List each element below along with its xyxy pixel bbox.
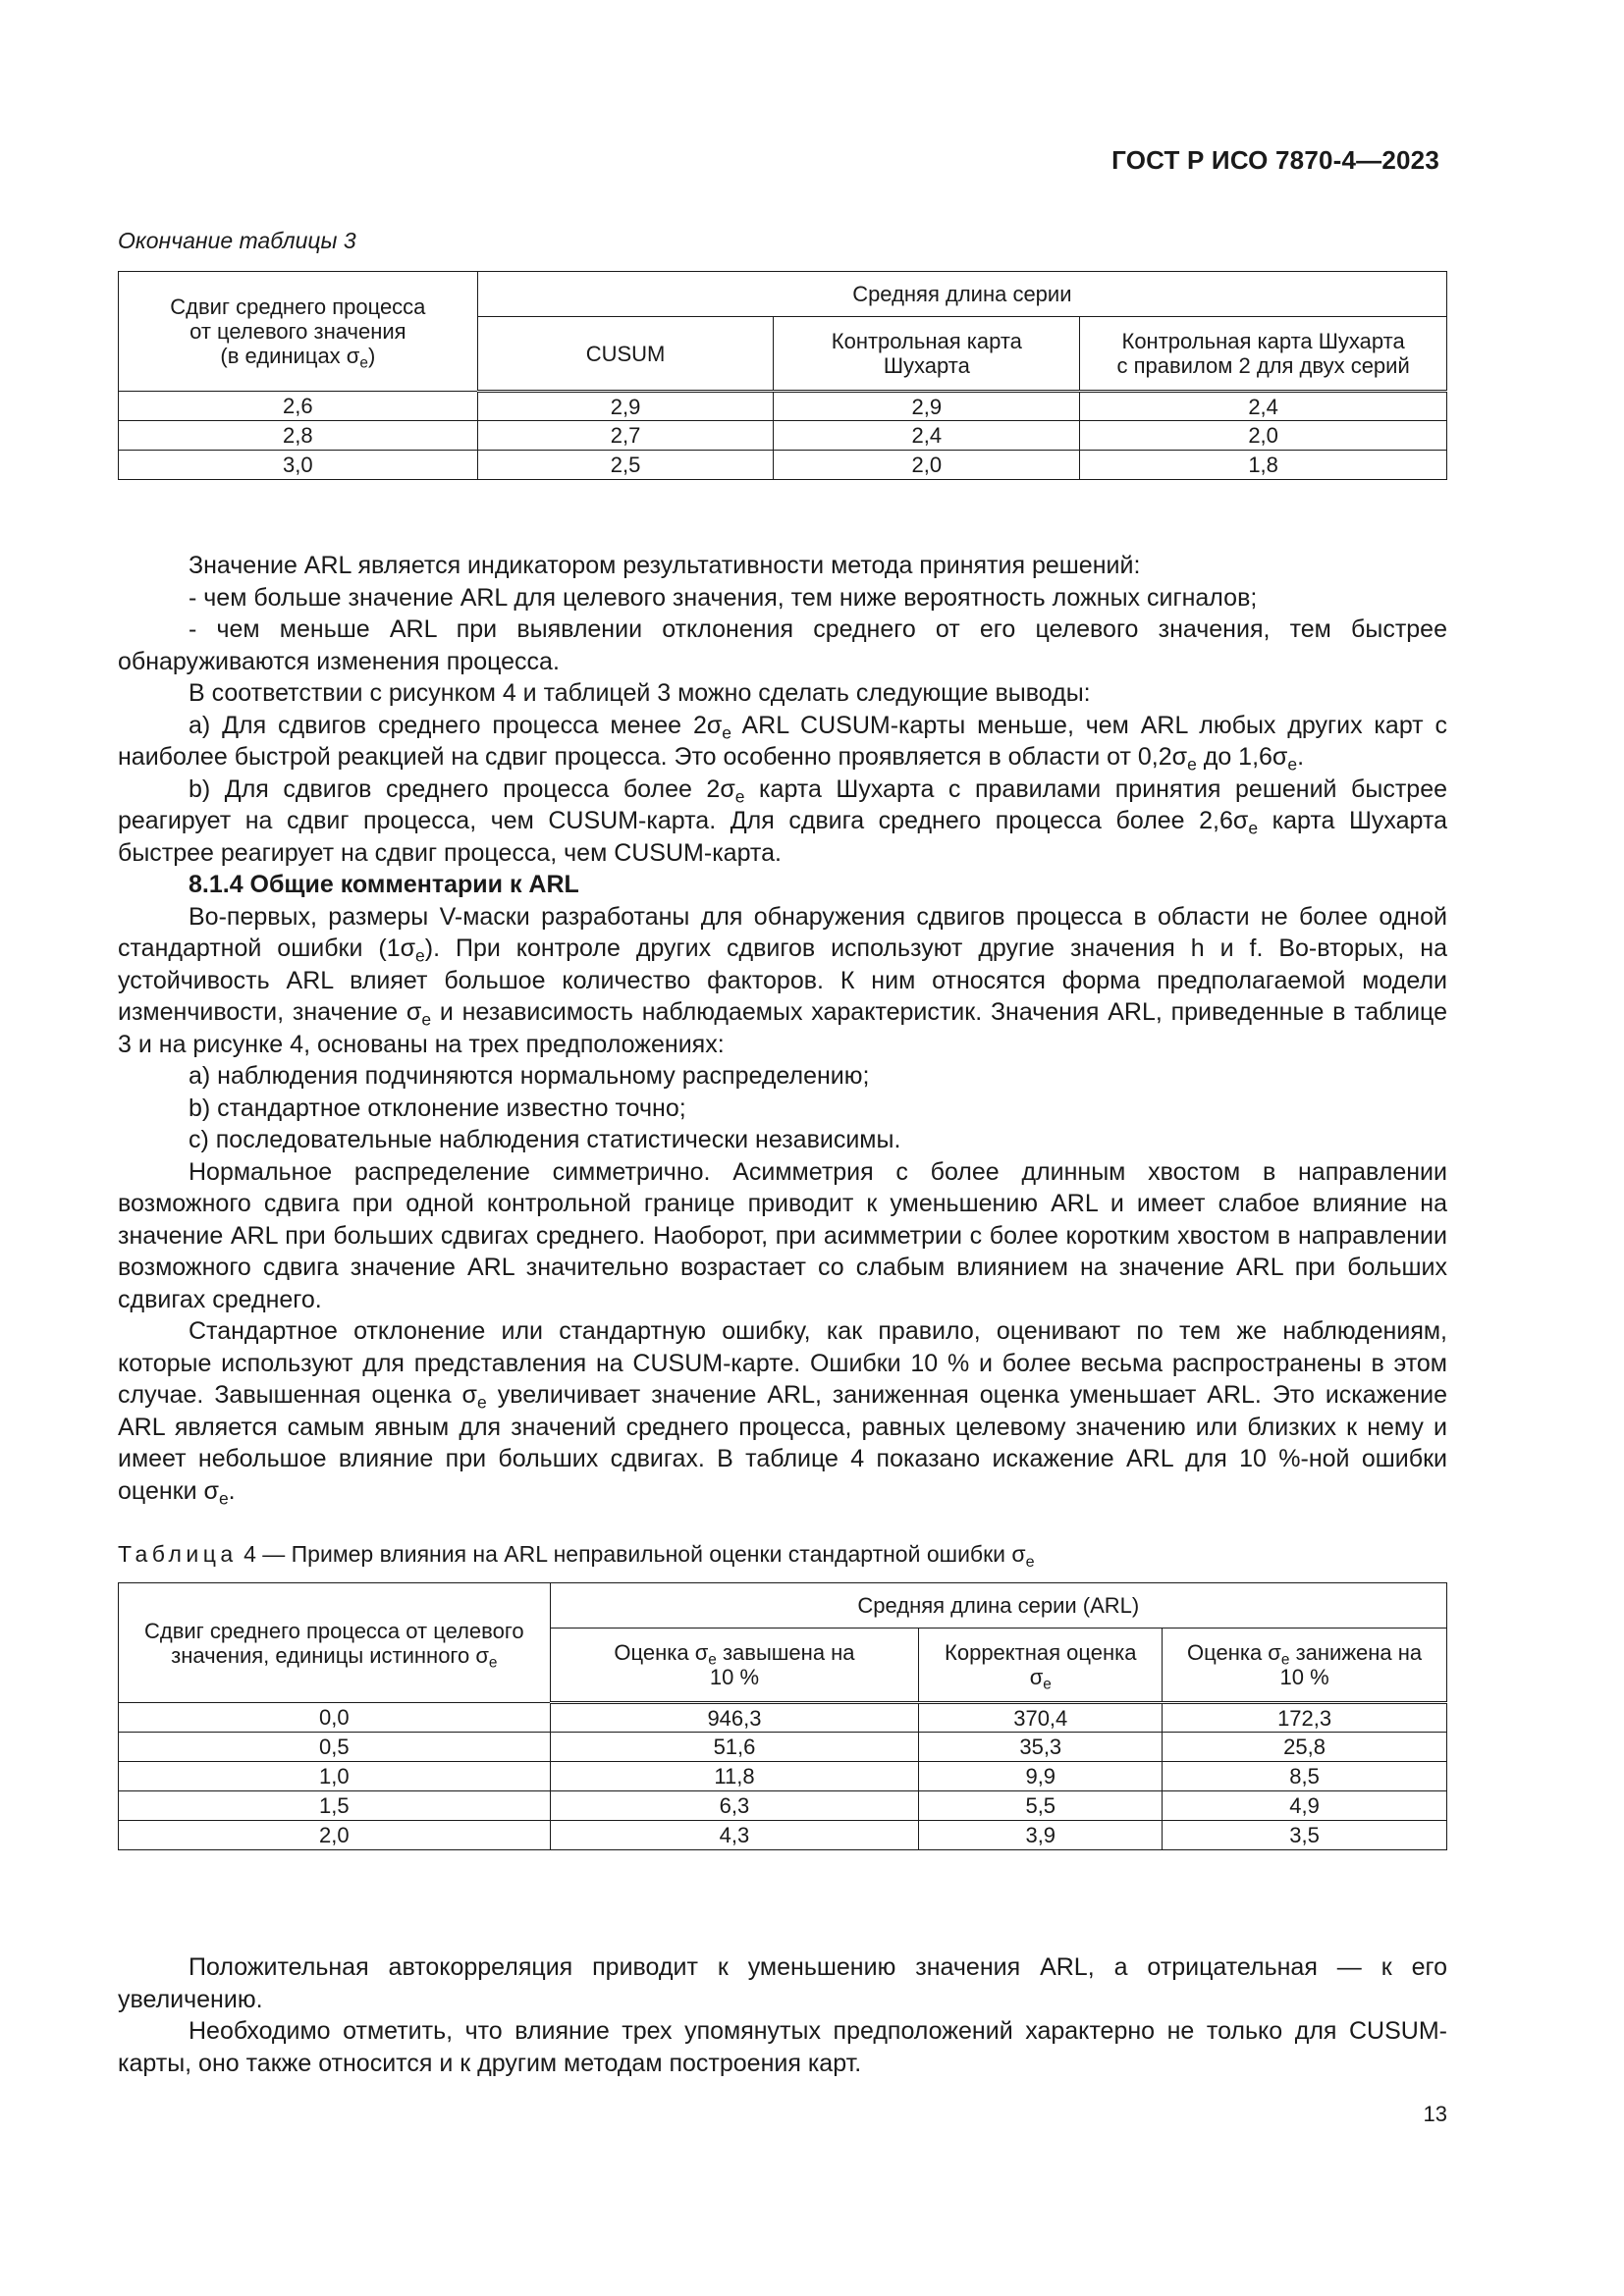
paragraph: Значение ARL является индикатором результативности метода принятия решений: bbox=[189, 552, 1141, 579]
table-row bbox=[119, 1821, 1447, 1850]
table-cell: 4,9 bbox=[1163, 1791, 1447, 1821]
table-row bbox=[119, 1733, 1447, 1762]
paragraph: c) последовательные наблюдения статистически независимы. bbox=[189, 1126, 901, 1153]
table-cell: 2,9 bbox=[774, 392, 1080, 421]
table-cell: 2,8 bbox=[119, 421, 478, 451]
table-cell: 1,5 bbox=[119, 1791, 551, 1821]
table-row bbox=[119, 1703, 1447, 1733]
t3-header-shift: Сдвиг среднего процесса от целевого значения (в единицах $\sigma_e$) bbox=[119, 272, 478, 392]
table-cell: 1,0 bbox=[119, 1762, 551, 1791]
t4-subheader-underestimated: Оценка $\sigma_e$ занижена на 10 % bbox=[1163, 1629, 1447, 1703]
table-row bbox=[119, 392, 1447, 421]
table-cell: 11,8 bbox=[550, 1762, 919, 1791]
table-3 bbox=[118, 271, 1447, 480]
table-cell: 0,5 bbox=[119, 1733, 551, 1762]
paragraph: b) стандартное отклонение известно точно; bbox=[189, 1094, 686, 1122]
body-text-1 bbox=[118, 550, 1447, 1507]
table-cell: 2,0 bbox=[774, 451, 1080, 480]
t3-header-arl: Средняя длина серии bbox=[477, 272, 1446, 317]
table-row bbox=[119, 1762, 1447, 1791]
t3-subheader-shewhart-rule2: Контрольная карта Шухарта с правилом 2 для двух серий bbox=[1080, 317, 1447, 392]
table-cell: 2,9 bbox=[477, 392, 774, 421]
table-cell: 0,0 bbox=[119, 1703, 551, 1733]
table-cell: 946,3 bbox=[550, 1703, 919, 1733]
table-cell: 2,7 bbox=[477, 421, 774, 451]
table-cell: 3,5 bbox=[1163, 1821, 1447, 1850]
table-row bbox=[119, 451, 1447, 480]
t4-header-shift: Сдвиг среднего процесса от целевого значения, единицы истинного $\sigma_e$ bbox=[119, 1583, 551, 1703]
table-cell: 2,5 bbox=[477, 451, 774, 480]
table-cell: 6,3 bbox=[550, 1791, 919, 1821]
table-cell: 2,0 bbox=[1080, 421, 1447, 451]
paragraph: - чем больше значение ARL для целевого значения, тем ниже вероятность ложных сигналов; bbox=[189, 583, 1258, 612]
table-cell: 2,4 bbox=[774, 421, 1080, 451]
paragraph: Нормальное распределение симметрично. Асимметрия с более длинным хвостом в направлении возможного сдвига при одной контрольной границе приводит к уменьшению ARL и имеет слабое влияние на значение ARL при больших сдвигах среднего. Наоборот, при асимметрии с более коротким хвостом в направлении возможного сдвига значение ARL значительно возрастает со слабым влиянием на значение ARL при больших сдвигах среднего. bbox=[118, 1157, 1447, 1313]
paragraph: a) наблюдения подчиняются нормальному распределению; bbox=[189, 1062, 870, 1090]
table3-caption: Окончание таблицы 3 bbox=[118, 228, 356, 253]
table-cell: 1,8 bbox=[1080, 451, 1447, 480]
t3-subheader-shewhart: Контрольная карта Шухарта bbox=[774, 317, 1080, 392]
table-cell: 4,3 bbox=[550, 1821, 919, 1850]
table-cell: 3,0 bbox=[119, 451, 478, 480]
page-number: 13 bbox=[1423, 2102, 1447, 2126]
table-row bbox=[119, 1791, 1447, 1821]
table-cell: 370,4 bbox=[919, 1703, 1163, 1733]
table-cell: 35,3 bbox=[919, 1733, 1163, 1762]
table-cell: 172,3 bbox=[1163, 1703, 1447, 1733]
table-cell: 9,9 bbox=[919, 1762, 1163, 1791]
table-cell: 2,0 bbox=[119, 1821, 551, 1850]
table-cell: 3,9 bbox=[919, 1821, 1163, 1850]
paragraph: a) Для сдвигов среднего процесса менее $2\sigma_e$ ARL CUSUM-карты меньше, чем ARL любых других карт с наиболее быстрой реакцией на сдвиг процесса. Это особенно проявляется в области от $0,2\sigma_e$ до $1,6\sigma_e$. bbox=[118, 711, 1447, 774]
t4-subheader-correct: Корректная оценка $\sigma_e$ bbox=[919, 1629, 1163, 1703]
table4-caption: Таблица 4 — Пример влияния на ARL неправильной оценки стандартной ошибки $\sigma_e$ bbox=[118, 1541, 1035, 1571]
table-cell: 2,4 bbox=[1080, 392, 1447, 421]
paragraph: Положительная автокорреляция приводит к уменьшению значения ARL, а отрицательная — к его увеличению. bbox=[118, 1953, 1447, 2013]
t4-body bbox=[119, 1703, 1447, 1850]
section-heading: 8.1.4 Общие комментарии к ARL bbox=[189, 871, 579, 898]
table-4 bbox=[118, 1582, 1447, 1850]
t3-body bbox=[119, 392, 1447, 480]
paragraph: - чем меньше ARL при выявлении отклонения среднего от его целевого значения, тем быстрее обнаруживаются изменения процесса. bbox=[118, 615, 1447, 675]
t4-subheader-overestimated: Оценка $\sigma_e$ завышена на 10 % bbox=[550, 1629, 919, 1703]
body-text-2 bbox=[118, 1951, 1447, 2079]
paragraph: Необходимо отметить, что влияние трех упомянутых предположений характерно не только для CUSUM-карты, оно также относится и к другим методам построения карт. bbox=[118, 2017, 1447, 2077]
table-cell: 51,6 bbox=[550, 1733, 919, 1762]
t3-subheader-cusum: CUSUM bbox=[477, 317, 774, 392]
paragraph: Во-первых, размеры V-маски разработаны для обнаружения сдвигов процесса в области не более одной стандартной ошибки $(1\sigma_e)$. При контроле других сдвигов используют другие значения h и f. Во-вторых, на устойчивость ARL влияет большое количество факторов. К ним относятся форма предполагаемой модели изменчивости, значение $\sigma_e$ и независимость наблюдаемых характеристик. Значения ARL, приведенные в таблице 3 и на рисунке 4, основаны на трех предположениях: bbox=[118, 902, 1447, 1058]
t4-header-arl: Средняя длина серии (ARL) bbox=[550, 1583, 1446, 1629]
paragraph: b) Для сдвигов среднего процесса более $2\sigma_e$ карта Шухарта с правилами принятия решений быстрее реагирует на сдвиг процесса, чем CUSUM-карта. Для сдвига среднего процесса более $2,6\sigma_e$ карта Шухарта быстрее реагирует на сдвиг процесса, чем CUSUM-карта. bbox=[118, 774, 1448, 867]
document-code: ГОСТ Р ИСО 7870-4—2023 bbox=[1111, 145, 1439, 175]
table-cell: 25,8 bbox=[1163, 1733, 1447, 1762]
paragraph: Стандартное отклонение или стандартную ошибку, как правило, оценивают по тем же наблюдениям, которые используют для представления на CUSUM-карте. Ошибки 10 % и более весьма распространены в этом случае. Завышенная оценка $\sigma_e$ увеличивает значение ARL, заниженная оценка уменьшает ARL. Это искажение ARL является самым явным для значений среднего процесса, равных целевому значению или близких к нему и имеет небольшое влияние при больших сдвигах. В таблице 4 показано искажение ARL для 10 %-ной ошибки оценки $\sigma_e$. bbox=[118, 1317, 1447, 1508]
table-cell: 8,5 bbox=[1163, 1762, 1447, 1791]
table-row bbox=[119, 421, 1447, 451]
paragraph: В соответствии с рисунком 4 и таблицей 3 можно сделать следующие выводы: bbox=[189, 679, 1091, 707]
table-cell: 2,6 bbox=[119, 392, 478, 421]
table-cell: 5,5 bbox=[919, 1791, 1163, 1821]
